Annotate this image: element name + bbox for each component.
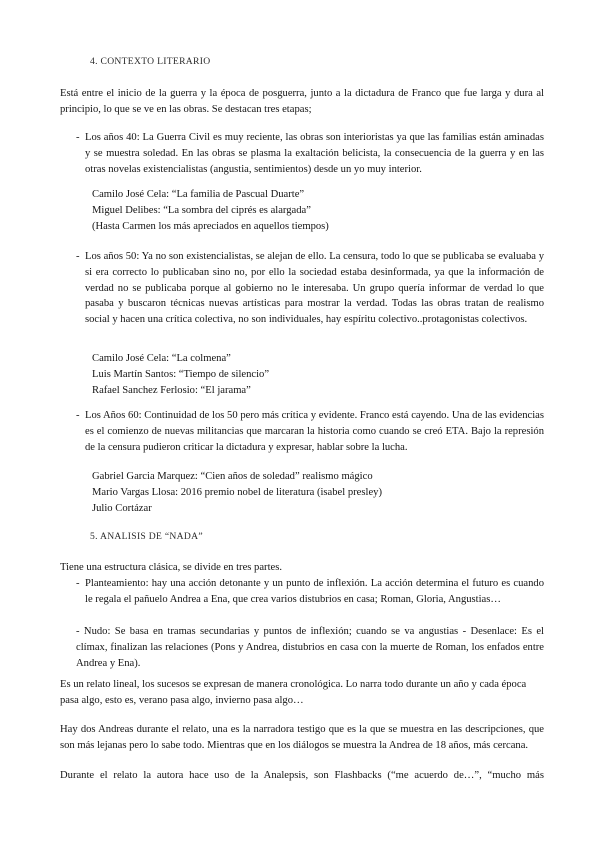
bullet-dash: - <box>76 132 80 143</box>
paragraph-relato-lineal: Es un relato lineal, los sucesos se expresan de manera cronológica. Lo narra todo durante un año y cada época pasa algo, esto es, verano pasa algo, invierno pasa algo… <box>60 679 527 706</box>
bullet-years-50: Los años 50: Ya no son existencialistas, se alejan de ello. La censura, todo lo que se publicaba se evaluaba y si era correcto lo publicaban sino no, por ello la sociedad estaba desinformada, ya que la información de verdad no se publicaba porque al gobierno no le interesaba. Un grupo quería informar de verdad lo que pasaba y buscaron técnicas nuevas artísticas para mostrar la verdad. Todas las obras tratan de realismo social y hacen una crítica colectiva, no son individuales, hay espíritu colectivo..protagonistas colectivos. <box>85 251 544 326</box>
work-item: Mario Vargas Llosa: 2016 premio nobel de literatura (isabel presley) <box>92 486 382 498</box>
bullet-years-60: Los Años 60: Continuidad de los 50 pero más crítica y evidente. Franco está cayendo. Una de las evidencias es el comienzo de nuevas militancias que marcaran la historia como cuando se creó ETA. Bajo la represión de la censura pudieron criticar la dictadura y expresar, hablar sobre la lucha. <box>85 410 544 453</box>
works-list-50 <box>92 351 269 398</box>
paragraph-analepsis: Durante el relato la autora hace uso de la Analepsis, son Flashbacks (“me acuerdo de…”, “mucho más <box>60 770 544 781</box>
bullet-dash: - <box>76 251 80 262</box>
work-item: (Hasta Carmen los más apreciados en aquellos tiempos) <box>92 220 329 232</box>
bullet-dash: - <box>76 578 80 589</box>
work-item: Camilo José Cela: “La colmena” <box>92 353 231 364</box>
works-list-40 <box>92 187 329 234</box>
paragraph-dos-andreas: Hay dos Andreas durante el relato, una es la narradora testigo que es la que se muestra en las descripciones, que son más lejanas pero lo sabe todo. Mientras que en los diálogos se muestra la Andrea de 18 años, más cercana. <box>60 724 544 751</box>
section-5-intro: Tiene una estructura clásica, se divide en tres partes. <box>60 562 282 573</box>
works-list-60 <box>92 469 382 516</box>
work-item: Rafael Sanchez Ferlosio: “El jarama” <box>92 384 251 396</box>
section-4-heading: 4. CONTEXTO LITERARIO <box>90 56 211 67</box>
work-item: Miguel Delibes: “La sombra del ciprés es alargada” <box>92 204 311 216</box>
section-5-heading: 5. ANALISIS DE “NADA” <box>90 531 203 542</box>
bullet-years-40: Los años 40: La Guerra Civil es muy reciente, las obras son interioristas ya que las familias están aminadas y se muestra soledad. En las obras se plasma la exaltación belicista, la consecuencia de la guerra y en las otras novelas existencialistas (angustia, sentimientos) desde un yo muy interior. <box>85 132 544 175</box>
work-item: Gabriel Garcia Marquez: “Cien años de soledad” realismo mágico <box>92 471 373 482</box>
bullet-planteamiento: Planteamiento: hay una acción detonante y un punto de inflexión. La acción determina el futuro es cuando le regala el pañuelo Andrea a Ena, que crea varios distubrios en casa; Roman, Gloria, Angustias… <box>85 578 544 605</box>
bullet-dash: - <box>76 410 80 421</box>
work-item: Camilo José Cela: “La familia de Pascual Duarte” <box>92 189 305 200</box>
work-item: Luis Martín Santos: “Tiempo de silencio” <box>92 368 270 380</box>
bullet-nudo-desenlace: - Nudo: Se basa en tramas secundarias y puntos de inflexión; cuando se va angustias - Desenlace: Es el clímax, finalizan las relaciones (Pons y Andrea, distubrios en casa con la muerte de Roman, los enfados entre Andrea y Ena). <box>76 626 544 669</box>
work-item: Julio Cortázar <box>92 502 152 514</box>
section-4-intro: Está entre el inicio de la guerra y la época de posguerra, junto a la dictadura de Franco que fue larga y dura al principio, lo que se ve en las obras. Se destacan tres etapas; <box>60 88 544 115</box>
